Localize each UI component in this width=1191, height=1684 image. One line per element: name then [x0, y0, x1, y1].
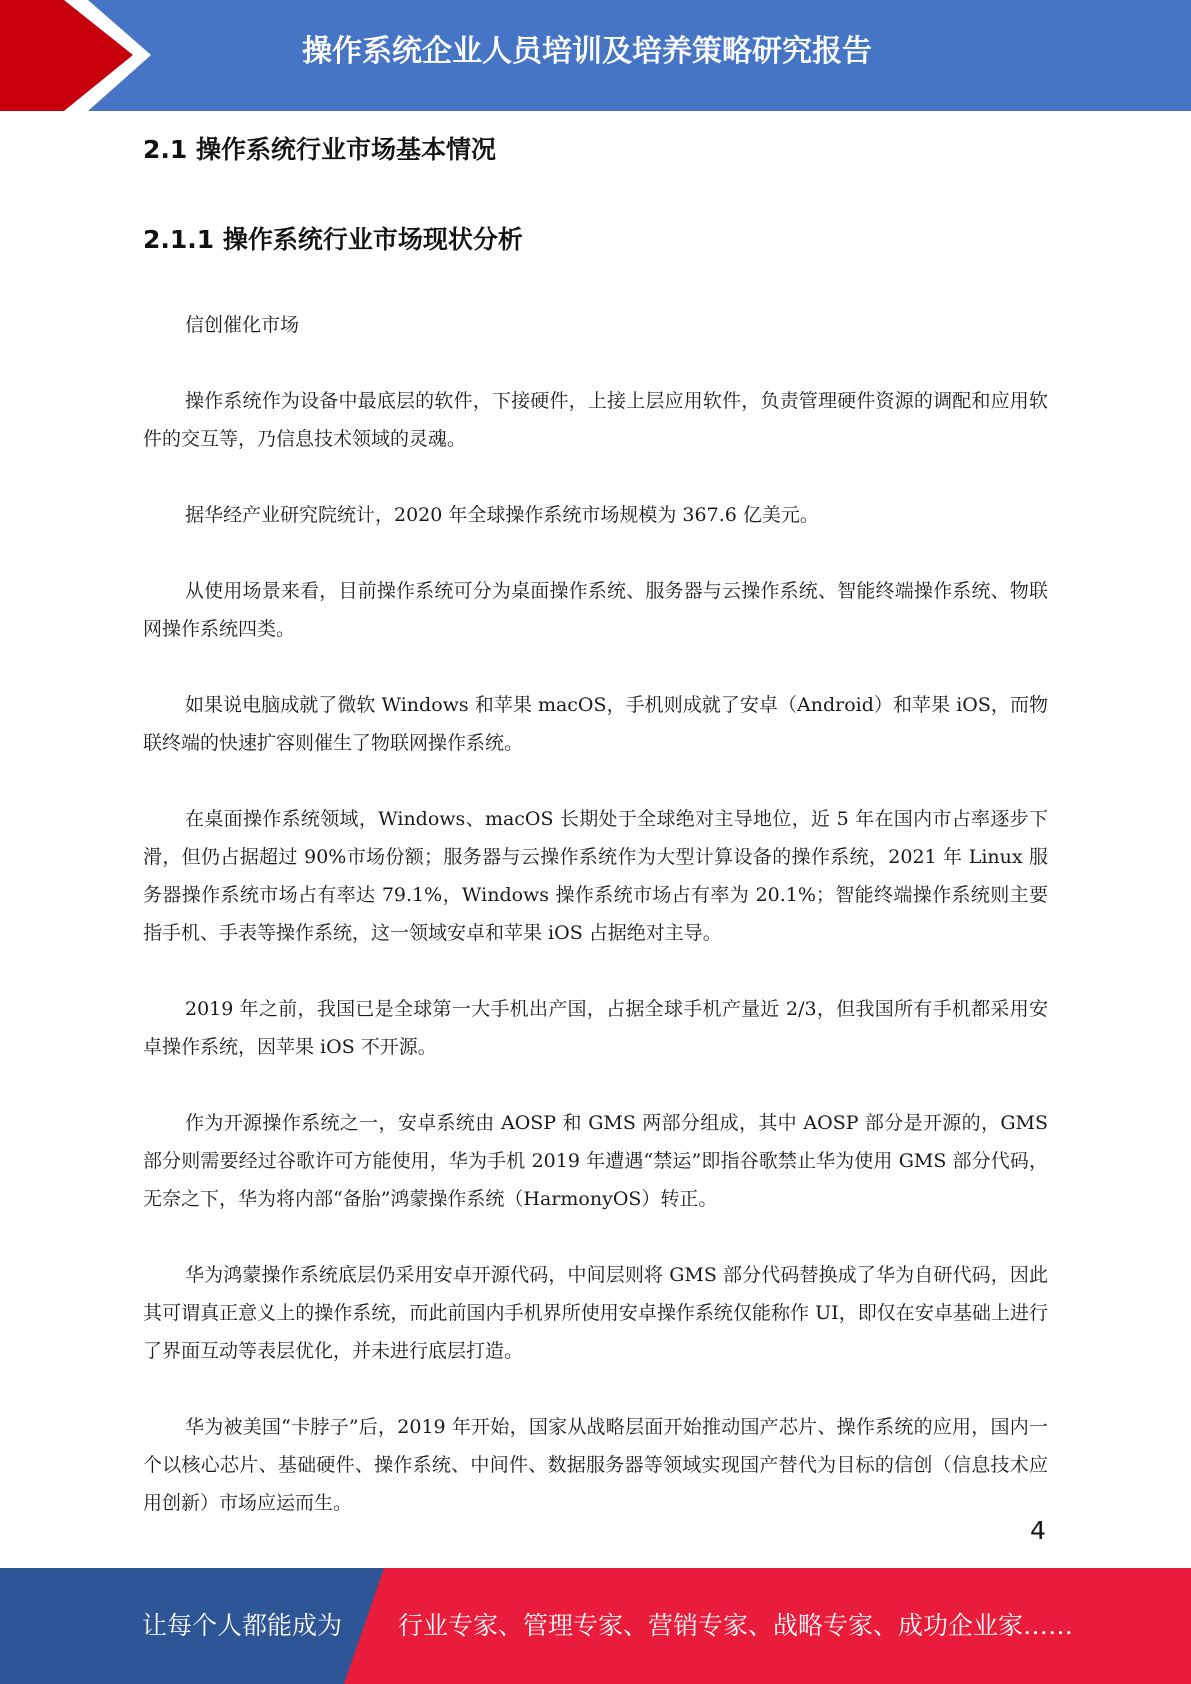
paragraph: 信创催化市场 — [185, 314, 300, 336]
paragraph: 从使用场景来看，目前操作系统可分为桌面操作系统、服务器与云操作系统、智能终端操作系统、物联网操作系统四类。 — [143, 580, 1048, 640]
document-title: 操作系统企业人员培训及培养策略研究报告 — [302, 34, 872, 69]
body-text — [143, 306, 1048, 1522]
paragraph: 2019 年之前，我国已是全球第一大手机出产国，占据全球手机产量近 2/3，但我国所有手机都采用安卓操作系统，因苹果 iOS 不开源。 — [143, 998, 1048, 1058]
page-header — [0, 0, 1191, 111]
page-footer — [0, 1568, 1191, 1684]
subsection-heading: 2.1.1 操作系统行业市场现状分析 — [143, 225, 523, 254]
paragraph: 华为被美国“卡脖子”后，2019 年开始，国家从战略层面开始推动国产芯片、操作系统的应用，国内一个以核心芯片、基础硬件、操作系统、中间件、数据服务器等领域实现国产替代为目标的信创（信息技术应用创新）市场应运而生。 — [143, 1416, 1048, 1514]
page-number: 4 — [1030, 1516, 1046, 1545]
footer-slogan-right: 行业专家、管理专家、营销专家、战略专家、成功企业家…… — [398, 1611, 1074, 1640]
paragraph: 华为鸿蒙操作系统底层仍采用安卓开源代码，中间层则将 GMS 部分代码替换成了华为自研代码，因此其可谓真正意义上的操作系统，而此前国内手机界所使用安卓操作系统仅能称作 UI，即仅在安卓基础上进行了界面互动等表层优化，并未进行底层打造。 — [143, 1264, 1048, 1362]
paragraph: 在桌面操作系统领域，Windows、macOS 长期处于全球绝对主导地位，近 5 年在国内市占率逐步下滑，但仍占据超过 90%市场份额；服务器与云操作系统作为大型计算设备的操作系统，2021 年 Linux 服务器操作系统市场占有率达 79.1%，Windows 操作系统市场占有率为 20.1%；智能终端操作系统则主要指手机、手表等操作系统，这一领域安卓和苹果 iOS 占据绝对主导。 — [143, 808, 1048, 944]
paragraph: 作为开源操作系统之一，安卓系统由 AOSP 和 GMS 两部分组成，其中 AOSP 部分是开源的，GMS 部分则需要经过谷歌许可方能使用，华为手机 2019 年遭遇“禁运”即指谷歌禁止华为使用 GMS 部分代码，无奈之下，华为将内部“备胎”鸿蒙操作系统（HarmonyOS）转正。 — [143, 1112, 1048, 1210]
section-heading: 2.1 操作系统行业市场基本情况 — [143, 135, 496, 164]
paragraph: 操作系统作为设备中最底层的软件，下接硬件，上接上层应用软件，负责管理硬件资源的调配和应用软件的交互等，乃信息技术领域的灵魂。 — [143, 390, 1048, 450]
paragraph: 据华经产业研究院统计，2020 年全球操作系统市场规模为 367.6 亿美元。 — [185, 504, 819, 526]
paragraph: 如果说电脑成就了微软 Windows 和苹果 macOS，手机则成就了安卓（Android）和苹果 iOS，而物联终端的快速扩容则催生了物联网操作系统。 — [143, 694, 1048, 754]
header-red-chevron — [0, 0, 133, 111]
main-content — [143, 128, 1048, 1560]
footer-slogan-left: 让每个人都能成为 — [142, 1611, 343, 1640]
